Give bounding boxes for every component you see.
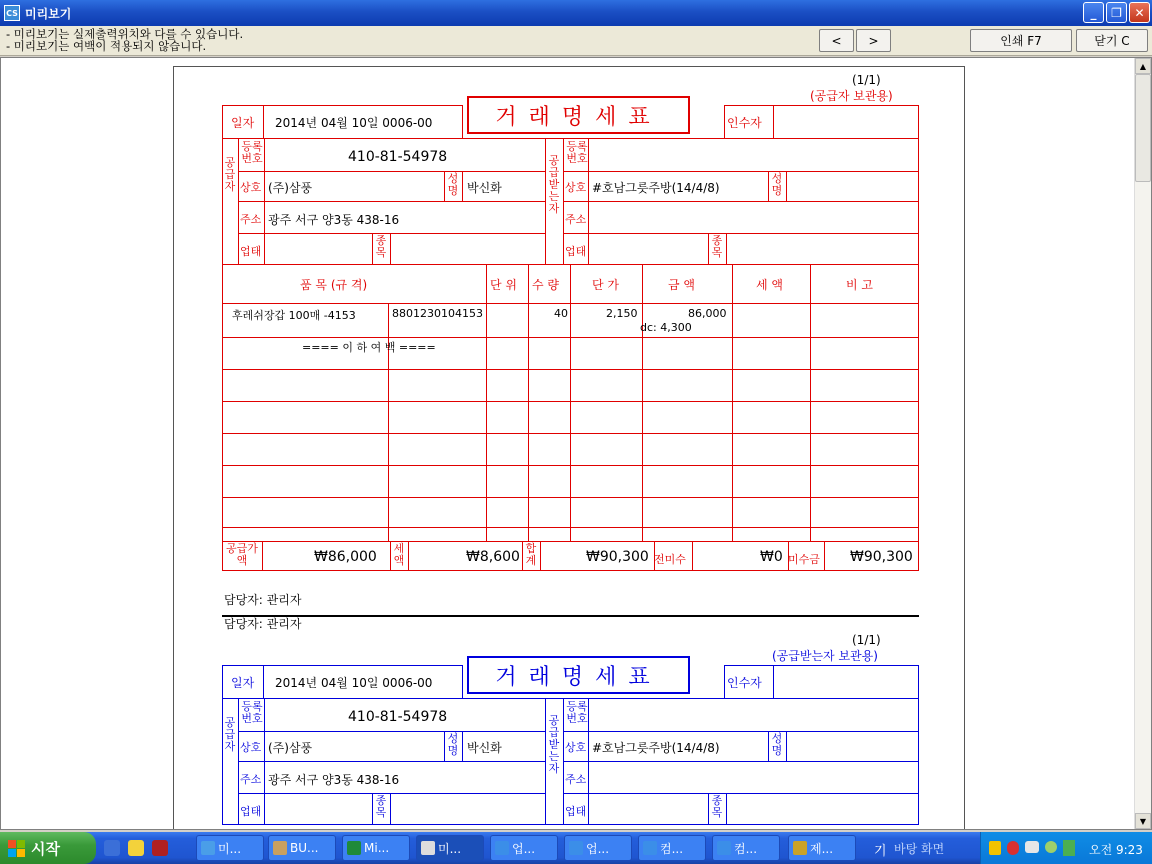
buyer-reg-no-label: 등록번호 — [566, 140, 588, 165]
taskbar-task[interactable]: 컴... — [638, 835, 706, 861]
invoice-title: 거래명세표 — [467, 656, 690, 694]
buyer-company-label: 상호 — [565, 181, 587, 194]
invoice-supplier-copy — [222, 67, 919, 607]
taskbar-task[interactable]: 컴... — [712, 835, 780, 861]
scroll-thumb[interactable] — [1135, 74, 1151, 182]
security-icon[interactable] — [1007, 841, 1019, 855]
header-tax: 세 액 — [756, 278, 783, 292]
excel-icon — [347, 841, 361, 855]
header-item: 품 목 (규 격) — [300, 278, 368, 292]
biz-item-label: 종목 — [375, 794, 387, 819]
tax-value: ₩8,600 — [466, 549, 520, 565]
buyer-name-label: 성명 — [771, 172, 783, 197]
reg-no-value: 410-81-54978 — [348, 149, 448, 165]
buyer-biz-type-label: 업태 — [565, 245, 587, 258]
header-note: 비 고 — [846, 278, 873, 292]
minimize-button[interactable]: _ — [1083, 2, 1104, 23]
preview-window-icon — [421, 841, 435, 855]
scroll-up-arrow[interactable]: ▲ — [1135, 58, 1151, 74]
tax-label: 세액 — [393, 542, 405, 567]
preview-notes — [6, 28, 243, 52]
manager-label: 담당자: 관리자 — [224, 617, 302, 631]
buyer-company-value: #호남그릇주방(14/4/8) — [592, 741, 720, 755]
app-icon — [793, 841, 807, 855]
address-label: 주소 — [240, 213, 262, 226]
preview-page — [173, 66, 965, 830]
supplier-side-label: 공급자 — [224, 156, 236, 193]
copy-label: (공급자 보관용) — [810, 89, 893, 103]
start-label: 시작 — [31, 839, 60, 858]
prev-unpaid-value: ₩0 — [760, 549, 783, 565]
company-value: (주)삼풍 — [268, 181, 313, 195]
company-value: (주)삼풍 — [268, 741, 313, 755]
receiver-label: 인수자 — [727, 116, 762, 130]
name-label: 성명 — [447, 732, 459, 757]
supplier-side-label: 공급자 — [224, 716, 236, 753]
taskbar-task[interactable]: BU... — [268, 835, 336, 861]
buyer-company-label: 상호 — [565, 741, 587, 754]
row-code: 8801230104153 — [392, 307, 483, 320]
prev-page-button[interactable]: < — [819, 29, 854, 52]
end-note: ==== 이 하 여 백 ==== — [302, 341, 436, 354]
biz-type-label: 업태 — [240, 245, 262, 258]
ie-icon — [569, 841, 583, 855]
taskbar-task[interactable]: 제... — [788, 835, 856, 861]
biz-type-label: 업태 — [240, 805, 262, 818]
sum-value: ₩90,300 — [586, 549, 649, 565]
row-price: 2,150 — [606, 307, 638, 320]
invoice-receiver-copy — [222, 617, 919, 830]
buyer-company-value: #호남그릇주방(14/4/8) — [592, 181, 720, 195]
buyer-biz-item-label: 종목 — [711, 794, 723, 819]
supply-value: ₩86,000 — [314, 549, 377, 565]
page-indicator: (1/1) — [852, 73, 881, 87]
scroll-down-arrow[interactable]: ▼ — [1135, 813, 1151, 829]
header-unit: 단 위 — [490, 278, 517, 292]
clock[interactable]: 오전 9:23 — [1089, 843, 1143, 857]
taskbar-task[interactable]: 미... — [196, 835, 264, 861]
network-icon[interactable] — [1045, 841, 1057, 853]
company-label: 상호 — [240, 741, 262, 754]
taskbar-task[interactable]: 업... — [490, 835, 558, 861]
receiver-label: 인수자 — [727, 676, 762, 690]
quicklaunch-ie-icon[interactable] — [104, 840, 120, 856]
preview-app-icon — [201, 841, 215, 855]
supply-label: 공급가액 — [226, 542, 258, 567]
copy-label: (공급받는자 보관용) — [772, 649, 878, 663]
prev-unpaid-label: 전미수 — [654, 553, 686, 566]
window-titlebar — [0, 0, 1152, 26]
manager-label: 담당자: 관리자 — [224, 593, 302, 607]
date-label: 일자 — [231, 676, 255, 690]
address-label: 주소 — [240, 773, 262, 786]
company-label: 상호 — [240, 181, 262, 194]
taskbar-task-active[interactable]: 미... — [416, 835, 484, 861]
app-icon: CS — [4, 5, 20, 21]
toolbar — [0, 26, 1152, 56]
next-page-button[interactable]: > — [856, 29, 891, 52]
quicklaunch-app-icon[interactable] — [152, 840, 168, 856]
buyer-address-label: 주소 — [565, 773, 587, 786]
row-item: 후레쉬장갑 100매 -4153 — [232, 309, 356, 322]
unpaid-value: ₩90,300 — [850, 549, 913, 565]
header-amount: 금 액 — [668, 278, 695, 292]
date-value: 2014년 04월 10일 0006-00 — [275, 676, 433, 690]
desktop-toolbar[interactable]: 바탕 화면 — [894, 842, 945, 856]
buyer-name-label: 성명 — [771, 732, 783, 757]
buyer-biz-type-label: 업태 — [565, 805, 587, 818]
ie-icon — [717, 841, 731, 855]
taskbar-task[interactable]: Mi... — [342, 835, 410, 861]
quicklaunch-messenger-icon[interactable] — [128, 840, 144, 856]
row-dc: dc: 4,300 — [640, 321, 692, 334]
header-price: 단 가 — [592, 278, 619, 292]
close-window-button[interactable]: ✕ — [1129, 2, 1150, 23]
row-qty: 40 — [554, 307, 568, 320]
biz-item-label: 종목 — [375, 234, 387, 259]
window-title: 미리보기 — [25, 6, 72, 21]
windows-logo-icon — [8, 840, 25, 857]
name-label: 성명 — [447, 172, 459, 197]
buyer-biz-item-label: 종목 — [711, 234, 723, 259]
folder-icon — [273, 841, 287, 855]
date-value: 2014년 04월 10일 0006-00 — [275, 116, 433, 130]
update-icon[interactable] — [1063, 840, 1075, 856]
invoice-title: 거래명세표 — [467, 96, 690, 134]
receiver-side-label: 공급받는자 — [548, 714, 560, 775]
buyer-reg-no-label: 등록번호 — [566, 700, 588, 725]
reg-no-label: 등록번호 — [241, 140, 263, 165]
receiver-side-label: 공급받는자 — [548, 154, 560, 215]
restore-button[interactable]: ❐ — [1106, 2, 1127, 23]
ie-icon — [495, 841, 509, 855]
shield-icon[interactable] — [989, 841, 1001, 855]
note-line: - 미리보기는 실제출력위치와 다를 수 있습니다. — [6, 27, 244, 41]
ie-icon — [643, 841, 657, 855]
preview-area[interactable] — [0, 57, 1152, 830]
name-value: 박신화 — [467, 741, 502, 755]
reg-no-value: 410-81-54978 — [348, 709, 448, 725]
vertical-scrollbar[interactable] — [1134, 58, 1151, 829]
address-value: 광주 서구 양3동 438-16 — [268, 213, 400, 227]
unpaid-label: 미수금 — [788, 553, 820, 566]
system-tray — [980, 832, 1152, 864]
taskbar — [0, 832, 1152, 864]
messenger-icon[interactable] — [1025, 841, 1039, 853]
language-indicator[interactable]: 기 — [874, 844, 887, 859]
start-button[interactable] — [0, 832, 96, 864]
reg-no-label: 등록번호 — [241, 700, 263, 725]
address-value: 광주 서구 양3동 438-16 — [268, 773, 400, 787]
row-amount: 86,000 — [688, 307, 727, 320]
header-qty: 수 량 — [532, 278, 559, 292]
name-value: 박신화 — [467, 181, 502, 195]
buyer-address-label: 주소 — [565, 213, 587, 226]
sum-label: 합계 — [525, 542, 537, 567]
print-button[interactable]: 인쇄 F7 — [970, 29, 1072, 52]
page-indicator: (1/1) — [852, 633, 881, 647]
close-button[interactable]: 닫기 C — [1076, 29, 1148, 52]
copy-divider — [222, 615, 919, 617]
taskbar-task[interactable]: 업... — [564, 835, 632, 861]
note-line: - 미리보기는 여백이 적용되지 않습니다. — [6, 39, 207, 53]
date-label: 일자 — [231, 116, 255, 130]
